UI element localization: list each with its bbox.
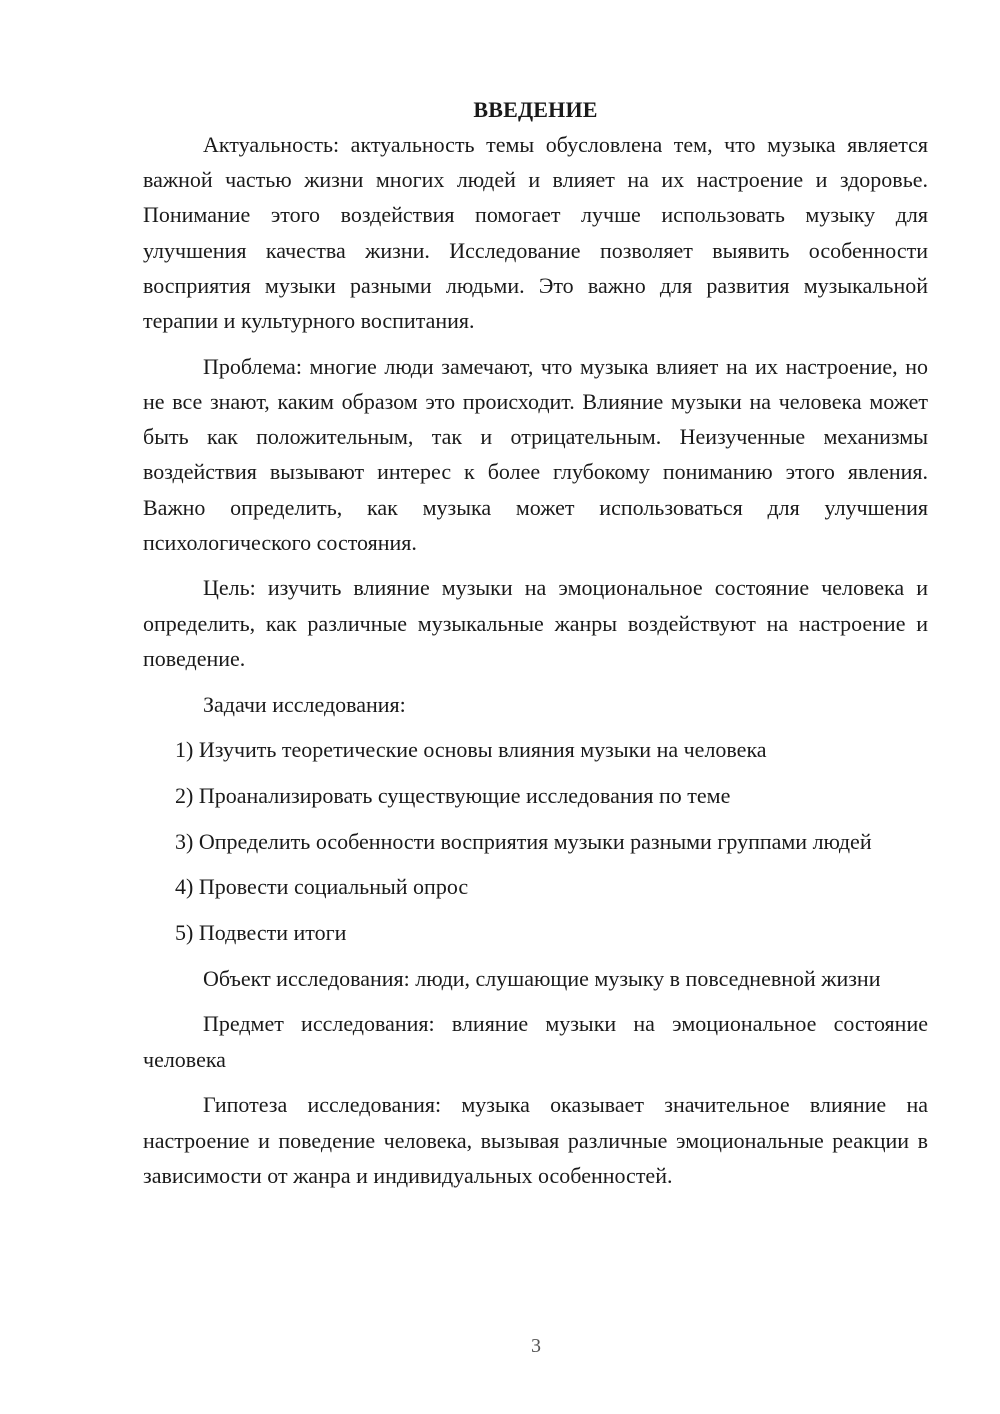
section-title: ВВЕДЕНИЕ (473, 97, 598, 122)
tasks-heading: Задачи исследования: (203, 691, 406, 717)
task-item: 2) Проанализировать существующие исследования по теме (175, 782, 731, 808)
relevance-paragraph: Актуальность: актуальность темы обусловлена тем, что музыка является важной частью жизни многих людей и влияет на их настроение и здоровье. Понимание этого воздействия помогает лучше использовать музыку для улучшения качества жизни. Исследование позволяет выявить особенности восприятия музыки разными людьми. Это важно для развития музыкальной терапии и культурного воспитания. (143, 132, 928, 334)
page-number: 3 (531, 1335, 541, 1357)
task-item: 1) Изучить теоретические основы влияния музыки на человека (175, 737, 767, 763)
hypothesis-paragraph: Гипотеза исследования: музыка оказывает значительное влияние на настроение и поведение человека, вызывая различные эмоциональные реакции в зависимости от жанра и индивидуальных особенностей. (143, 1092, 928, 1188)
goal-paragraph: Цель: изучить влияние музыки на эмоциональное состояние человека и определить, как различные музыкальные жанры воздействуют на настроение и поведение. (143, 575, 928, 671)
object-paragraph: Объект исследования: люди, слушающие музыку в повседневной жизни (203, 965, 881, 991)
task-item: 4) Провести социальный опрос (175, 874, 469, 900)
document-page (143, 92, 928, 1193)
problem-paragraph: Проблема: многие люди замечают, что музыка влияет на их настроение, но не все знают, каким образом это происходит. Влияние музыки на человека может быть как положительным, так и отрицательным. Неизученные механизмы воздействия вызывают интерес к более глубокому пониманию этого явления. Важно определить, как музыка может использоваться для улучшения психологического состояния. (143, 353, 928, 555)
task-item: 5) Подвести итоги (175, 920, 347, 946)
task-item: 3) Определить особенности восприятия музыки разными группами людей (175, 828, 872, 854)
subject-paragraph: Предмет исследования: влияние музыки на эмоциональное состояние человека (143, 1011, 928, 1072)
